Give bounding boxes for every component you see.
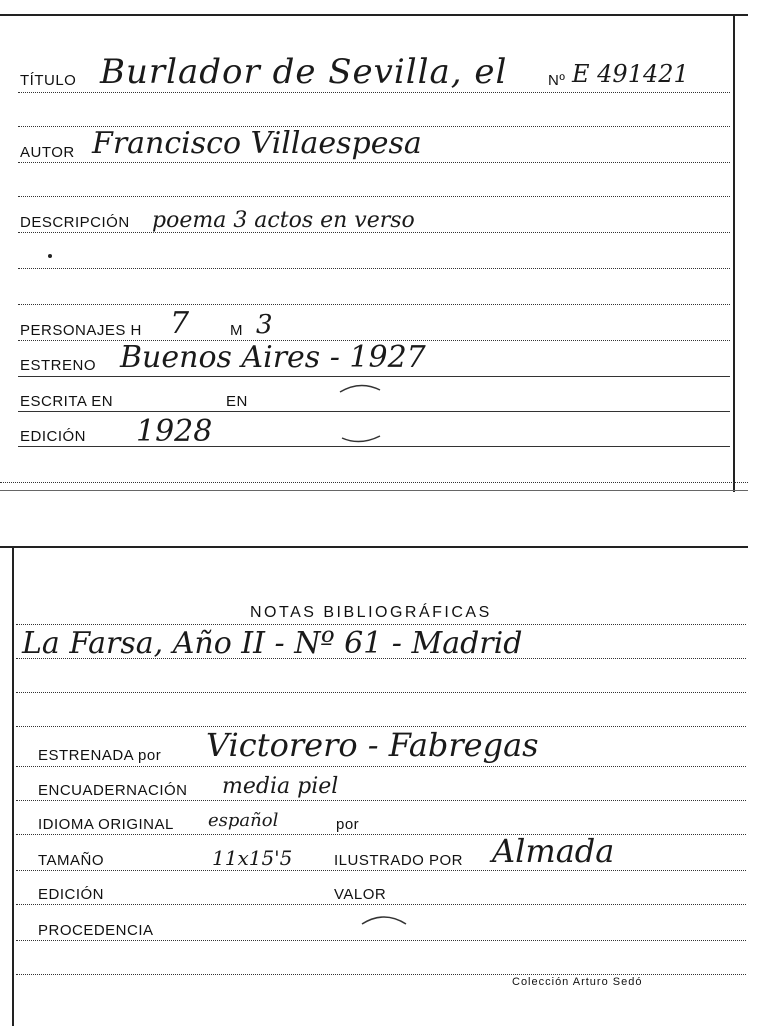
- card-left-border: [12, 546, 14, 1026]
- estreno-value: Buenos Aires - 1927: [120, 340, 426, 375]
- ruled-line: [18, 304, 730, 305]
- estreno-label: ESTRENO: [20, 357, 97, 374]
- catalog-card-front: [0, 0, 759, 492]
- ruled-line: [18, 196, 730, 197]
- tamano-label: TAMAÑO: [38, 852, 105, 869]
- autor-value: Francisco Villaespesa: [92, 126, 422, 161]
- estreno-line: [18, 376, 730, 377]
- estrenada-value: Victorero - Fabregas: [206, 726, 539, 764]
- idioma-value: español: [208, 810, 279, 831]
- edicion-line: [16, 904, 746, 905]
- procedencia-label: PROCEDENCIA: [38, 922, 154, 939]
- ruled-line: [16, 624, 746, 625]
- card-top-border: [0, 546, 748, 548]
- numero-label: Nº: [548, 72, 566, 89]
- estrenada-line: [16, 766, 746, 767]
- notas-value: La Farsa, Año II - Nº 61 - Madrid: [22, 626, 523, 661]
- idioma-label: IDIOMA ORIGINAL: [38, 816, 174, 833]
- escrita-en-label: EN: [226, 393, 248, 410]
- punch-hole-mark: [356, 912, 412, 982]
- descripcion-value: poema 3 actos en verso: [152, 208, 415, 233]
- idioma-por-label: por: [336, 816, 360, 833]
- autor-label: AUTOR: [20, 144, 75, 161]
- card-top-border: [0, 14, 748, 16]
- ruled-line: [18, 268, 730, 269]
- encuadernacion-value: media piel: [222, 774, 339, 799]
- encuadernacion-line: [16, 800, 746, 801]
- valor-label: VALOR: [334, 886, 387, 903]
- idioma-line: [16, 834, 746, 835]
- notas-heading: NOTAS BIBLIOGRÁFICAS: [250, 604, 492, 621]
- card-bottom-border: [0, 490, 748, 491]
- encuadernacion-label: ENCUADERNACIÓN: [38, 782, 188, 799]
- punch-hole-mark: [336, 380, 386, 450]
- coleccion-credit: Colección Arturo Sedó: [512, 976, 643, 988]
- numero-value: E 491421: [572, 60, 689, 88]
- estrenada-label: ESTRENADA por: [38, 747, 162, 764]
- titulo-line: [18, 92, 730, 93]
- catalog-card-back: [0, 540, 759, 1028]
- edicion-label: EDICIÓN: [38, 886, 105, 903]
- titulo-label: TÍTULO: [20, 72, 77, 89]
- card-right-border: [733, 14, 735, 492]
- edicion-value: 1928: [136, 414, 213, 449]
- edicion-label: EDICIÓN: [20, 428, 87, 445]
- personajes-label: PERSONAJES H: [20, 322, 142, 339]
- tamano-line: [16, 870, 746, 871]
- ruled-line: [16, 692, 746, 693]
- escrita-label: ESCRITA EN: [20, 393, 114, 410]
- personajes-h-value: 7: [170, 306, 190, 341]
- ilustrado-label: ILUSTRADO POR: [334, 852, 464, 869]
- ink-speck: [48, 254, 52, 258]
- ruled-line: [0, 482, 748, 483]
- tamano-value: 11x15'5: [212, 846, 293, 870]
- titulo-value: Burlador de Sevilla, el: [100, 52, 508, 92]
- autor-line: [18, 162, 730, 163]
- personajes-m-label: M: [230, 322, 243, 339]
- descripcion-label: DESCRIPCIÓN: [20, 214, 130, 231]
- personajes-m-value: 3: [256, 310, 273, 340]
- ilustrado-value: Almada: [492, 832, 615, 870]
